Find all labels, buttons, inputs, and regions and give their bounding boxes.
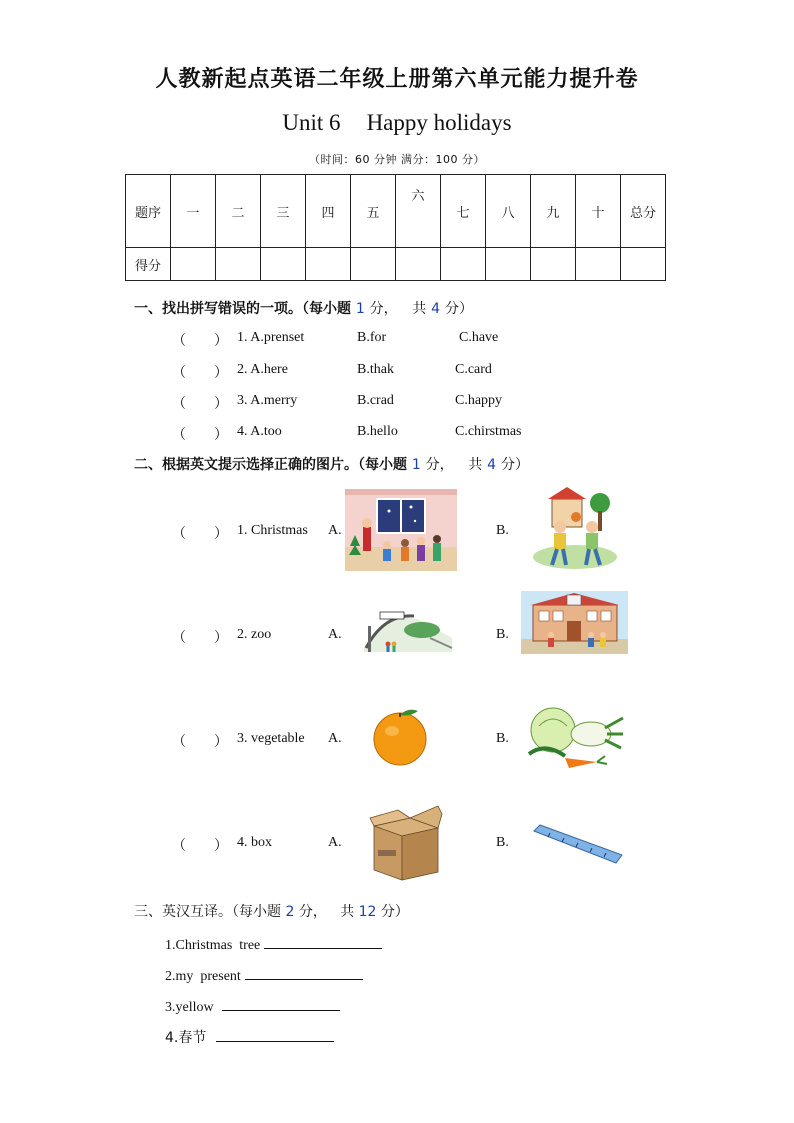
score-table-score-row [126, 248, 666, 281]
option-b-label: B. [496, 731, 509, 746]
section-3-points: 2 [285, 904, 295, 920]
question-word: 3. vegetable [237, 731, 305, 746]
list-item: （ ） 2. A.here B.thak C.card [172, 362, 492, 381]
list-item: （ ） 2. zoo A. B. [172, 627, 509, 646]
list-item: （ ） 3. A.merry B.crad C.happy [172, 393, 503, 412]
col-10: 十 [576, 175, 621, 248]
list-item [165, 1027, 334, 1047]
zoo-gate-picture[interactable] [360, 608, 456, 658]
score-cell[interactable] [306, 248, 351, 281]
section-3-total-post: 分） [380, 904, 409, 920]
col-8: 八 [486, 175, 531, 248]
col-1: 一 [171, 175, 216, 248]
col-9: 九 [531, 175, 576, 248]
option-c: C.have [459, 330, 499, 345]
translation-prompt: 2.my present [165, 969, 241, 984]
score-cell[interactable] [486, 248, 531, 281]
section-1-heading [134, 298, 473, 318]
translation-answer-line[interactable] [222, 996, 340, 1011]
option-b-label: B. [496, 523, 509, 538]
translation-prompt: 4.春节 [165, 1030, 207, 1046]
unit-title [0, 110, 794, 136]
col-6: 六 [396, 175, 441, 248]
score-table [125, 174, 666, 281]
page-title: 人教新起点英语二年级上册第六单元能力提升卷 [155, 67, 639, 92]
score-cell[interactable] [621, 248, 666, 281]
section-2-unit: 分， [425, 457, 454, 473]
row-label-score: 得分 [126, 248, 171, 281]
col-5: 五 [351, 175, 396, 248]
section-1-total-post: 分） [444, 301, 473, 317]
col-2: 二 [216, 175, 261, 248]
option-a: 1. A.prenset [237, 330, 305, 345]
option-a: 2. A.here [237, 362, 288, 377]
option-a: 3. A.merry [237, 393, 298, 408]
list-item: （ ） 4. box A. B. [172, 835, 509, 854]
list-item [165, 934, 382, 954]
section-2-title: 二、根据英文提示选择正确的图片。（每小题 [134, 457, 407, 473]
orange-picture[interactable] [370, 705, 430, 767]
score-cell[interactable] [396, 248, 441, 281]
translation-prompt: 3.yellow [165, 1000, 214, 1015]
section-2-total-post: 分） [500, 457, 529, 473]
option-a-label: A. [328, 835, 342, 850]
vegetables-picture[interactable] [525, 698, 625, 773]
section-1-total-pre: 共 [412, 301, 427, 317]
section-1-title: 一、找出拼写错误的一项。（每小题 [134, 301, 351, 317]
section-3-total-pre: 共 [340, 904, 355, 920]
list-item [165, 965, 363, 985]
kids-playing-ball-picture[interactable] [530, 485, 620, 573]
section-3-unit: 分， [298, 904, 327, 920]
list-item: （ ） 1. A.prenset B.for C.have [172, 330, 499, 349]
section-2-points: 1 [411, 457, 421, 473]
translation-answer-line[interactable] [245, 965, 363, 980]
option-c: C.happy [455, 393, 503, 408]
option-a-label: A. [328, 523, 342, 538]
score-cell[interactable] [351, 248, 396, 281]
section-3-total: 12 [358, 904, 377, 920]
score-table-header-row [126, 175, 666, 248]
option-a-label: A. [328, 731, 342, 746]
translation-prompt: 1.Christmas tree [165, 938, 261, 953]
section-2-total-pre: 共 [468, 457, 483, 473]
option-b: B.for [357, 330, 387, 345]
time-info: （时间：60 分钟 满分：100 分） [309, 153, 485, 166]
section-1-points: 1 [355, 301, 365, 317]
translation-answer-line[interactable] [216, 1027, 334, 1042]
score-cell[interactable] [261, 248, 306, 281]
score-cell[interactable] [441, 248, 486, 281]
col-3: 三 [261, 175, 306, 248]
score-cell[interactable] [531, 248, 576, 281]
question-word: 4. box [237, 835, 272, 850]
score-cell[interactable] [171, 248, 216, 281]
col-total: 总分 [621, 175, 666, 248]
section-1-total: 4 [431, 301, 441, 317]
list-item [165, 996, 340, 1016]
cardboard-box-picture[interactable] [368, 800, 444, 884]
christmas-party-picture[interactable] [345, 489, 457, 571]
translation-answer-line[interactable] [264, 934, 382, 949]
option-b: B.thak [357, 362, 394, 377]
school-building-picture[interactable] [521, 591, 628, 654]
option-a-label: A. [328, 627, 342, 642]
section-3-title: 三、英汉互译。（每小题 [134, 904, 281, 920]
option-c: C.card [455, 362, 492, 377]
ruler-picture[interactable] [530, 823, 624, 867]
option-b-label: B. [496, 835, 509, 850]
question-word: 2. zoo [237, 627, 272, 642]
unit-number: Unit 6 [282, 110, 341, 135]
score-cell[interactable] [576, 248, 621, 281]
option-b: B.hello [357, 424, 398, 439]
col-4: 四 [306, 175, 351, 248]
list-item: （ ） 4. A.too B.hello C.chirstmas [172, 424, 522, 443]
option-a: 4. A.too [237, 424, 282, 439]
section-3-heading [134, 901, 409, 921]
score-cell[interactable] [216, 248, 261, 281]
list-item: （ ） 3. vegetable A. B. [172, 731, 509, 750]
list-item: （ ） 1. Christmas A. B. [172, 523, 509, 542]
section-1-unit: 分， [369, 301, 398, 317]
question-word: 1. Christmas [237, 523, 308, 538]
option-b: B.crad [357, 393, 394, 408]
section-2-total: 4 [487, 457, 497, 473]
option-b-label: B. [496, 627, 509, 642]
unit-name: Happy holidays [366, 110, 512, 135]
option-c: C.chirstmas [455, 424, 522, 439]
col-7: 七 [441, 175, 486, 248]
row-label-order: 题序 [126, 175, 171, 248]
section-2-heading [134, 454, 529, 474]
